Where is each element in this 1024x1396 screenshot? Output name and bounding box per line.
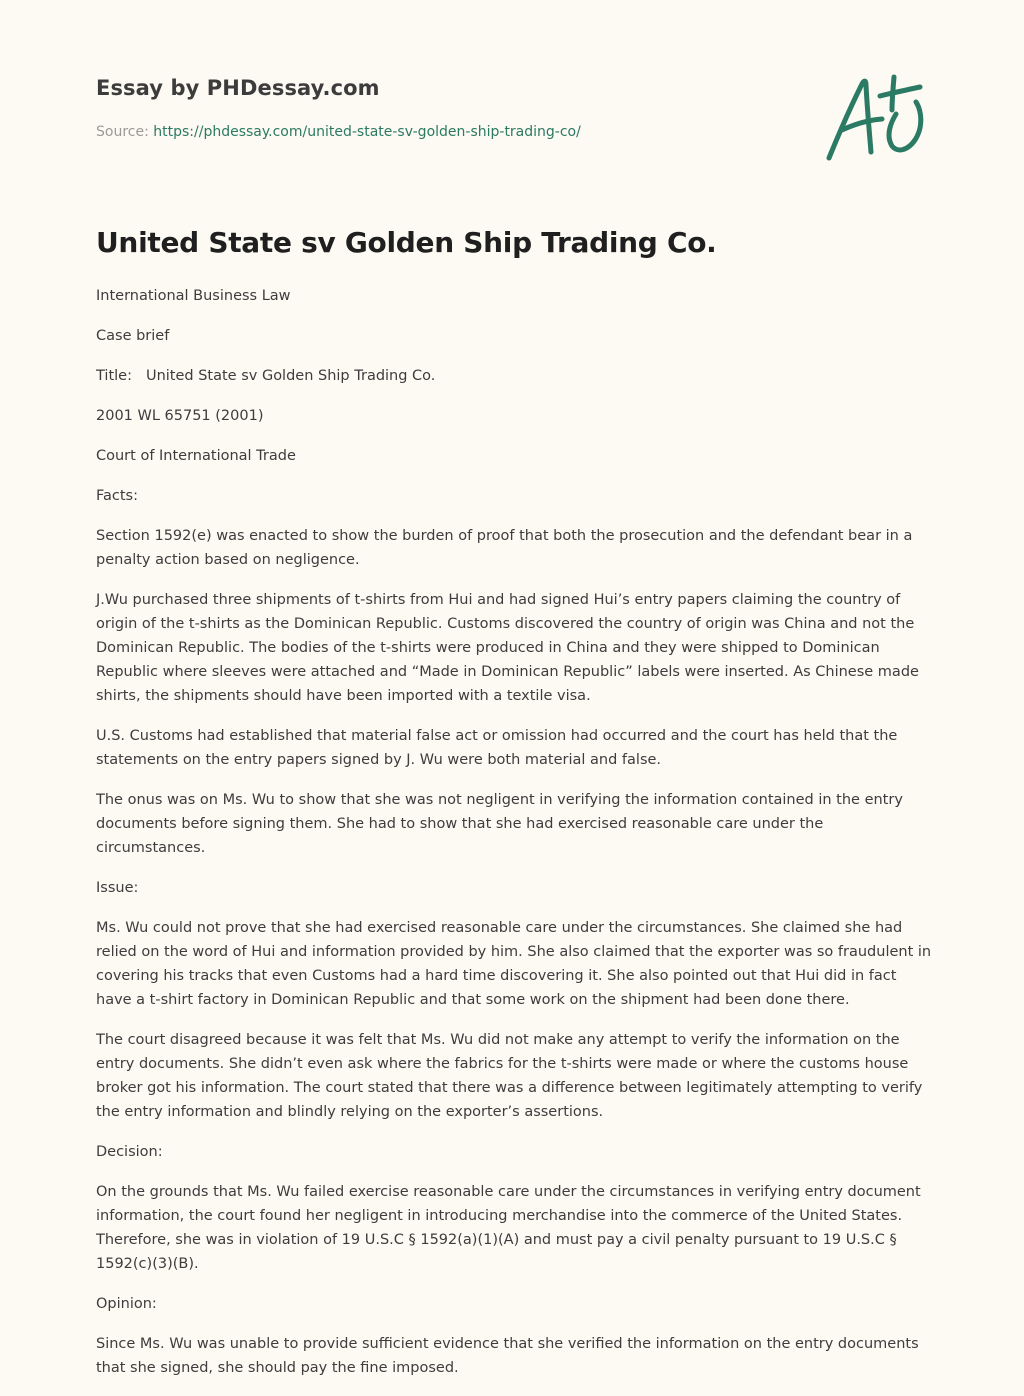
- site-title: Essay by PHDessay.com: [96, 76, 380, 100]
- opinion-heading: Opinion:: [96, 1296, 157, 1312]
- issue-paragraph: The court disagreed because it was felt that Ms. Wu did not make any attempt to verify the information on the entry documents. She didn’t even ask where the fabrics for the t-shirts were made or where the customs house broker got his information. The court stated that there was a difference between legitimately attempting to verify the entry information and blindly relying on the exporter’s assertions.: [96, 1032, 923, 1120]
- source-link[interactable]: https://phdessay.com/united-state-sv-golden-ship-trading-co/: [153, 124, 581, 140]
- facts-paragraph: U.S. Customs had established that material false act or omission had occurred and the court has held that the statements on the entry papers signed by J. Wu were both material and false.: [96, 728, 898, 768]
- facts-paragraph: J.Wu purchased three shipments of t-shirts from Hui and had signed Hui’s entry papers claiming the country of origin of the t-shirts as the Dominican Republic. Customs discovered the country of origin was China and not the Dominican Republic. The bodies of the t-shirts were produced in China and they were shipped to Dominican Republic where sleeves were attached and “Made in Dominican Republic” labels were inserted. As Chinese made shirts, the shipments should have been imported with a textile visa.: [96, 592, 919, 704]
- issue-heading: Issue:: [96, 880, 139, 896]
- court-line: Court of International Trade: [96, 448, 296, 464]
- decision-heading: Decision:: [96, 1144, 163, 1160]
- source-line: [96, 124, 581, 140]
- case-title-value: United State sv Golden Ship Trading Co.: [145, 368, 436, 384]
- opinion-paragraph: Since Ms. Wu was unable to provide sufficient evidence that she verified the information on the entry documents that she signed, she should pay the fine imposed.: [96, 1336, 919, 1376]
- case-title-label: Title:: [96, 368, 132, 384]
- issue-paragraph: Ms. Wu could not prove that she had exercised reasonable care under the circumstances. She claimed she had relied on the word of Hui and information provided by him. She also claimed that the exporter was so fraudulent in covering his tracks that even Customs had a hard time discovering it. She also pointed out that Hui did in fact have a t-shirt factory in Dominican Republic and that some work on the shipment had been done there.: [96, 920, 932, 1008]
- decision-paragraph: On the grounds that Ms. Wu failed exercise reasonable care under the circumstances in verifying entry document information, the court found her negligent in introducing merchandise into the commerce of the United States. Therefore, she was in violation of 19 U.S.C § 1592(a)(1)(A) and must pay a civil penalty pursuant to 19 U.S.C § 1592(c)(3)(B).: [96, 1184, 921, 1272]
- essay-body: [96, 284, 936, 1396]
- source-label: Source:: [96, 124, 149, 140]
- case-title-line: [96, 364, 936, 388]
- a-plus-logo-icon: [820, 66, 930, 166]
- doc-type-line: Case brief: [96, 328, 170, 344]
- subject-line: International Business Law: [96, 288, 291, 304]
- essay-title: United State sv Golden Ship Trading Co.: [96, 226, 717, 259]
- facts-paragraph: The onus was on Ms. Wu to show that she was not negligent in verifying the information contained in the entry documents before signing them. She had to show that she had exercised reasonable care under the circumstances.: [96, 792, 903, 856]
- facts-paragraph: Section 1592(e) was enacted to show the burden of proof that both the prosecution and the defendant bear in a penalty action based on negligence.: [96, 528, 913, 568]
- citation-line: 2001 WL 65751 (2001): [96, 408, 264, 424]
- facts-heading: Facts:: [96, 488, 138, 504]
